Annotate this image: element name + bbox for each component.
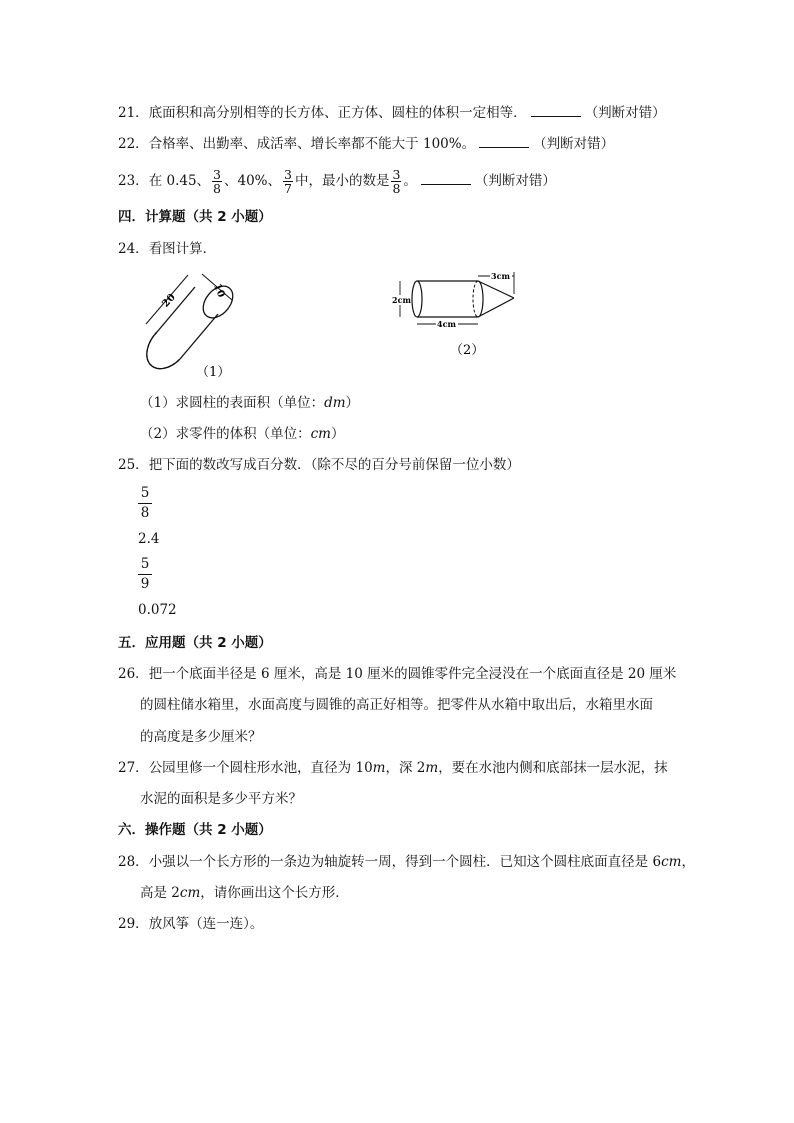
- question-number: 24．: [118, 241, 149, 257]
- fraction-denominator: 9: [140, 576, 150, 592]
- fraction-numerator: 5: [138, 484, 152, 504]
- question-29: [118, 914, 263, 934]
- decimal-item: 2.4: [138, 531, 160, 547]
- fraction: [391, 168, 401, 195]
- unit: cm: [179, 885, 201, 901]
- question-text: 中，最小的数是: [294, 173, 390, 189]
- answer-blank[interactable]: [479, 133, 529, 148]
- figure-label-length: 20: [160, 291, 178, 310]
- question-text: ）: [345, 395, 360, 411]
- fraction-denominator: 8: [392, 181, 401, 196]
- fraction-denominator: 8: [213, 181, 221, 196]
- fraction-numerator: 3: [213, 167, 221, 182]
- section-heading: 六．操作题（共 2 小题）: [118, 822, 272, 838]
- question-text: 小强以一个长方形的一条边为轴旋转一周，得到一个圆柱．已知这个圆柱底面直径是 6: [148, 854, 662, 870]
- question-24-part-2: [140, 424, 344, 444]
- unit: m: [425, 760, 439, 776]
- question-number: 26．: [118, 666, 149, 682]
- question-text: ，要在水池内侧和底部抹一层水泥，抹: [438, 760, 668, 776]
- question-27-line-2: 水泥的面积是多少平方米？: [140, 791, 302, 807]
- question-number: 23．: [118, 173, 149, 189]
- question-text: 在 0.45、: [148, 173, 211, 189]
- judge-hint: （判断对错）: [584, 105, 666, 121]
- unit: dm: [324, 395, 346, 411]
- question-26-line-2: 的圆柱储水箱里，水面高度与圆锥的高正好相等。把零件从水箱中取出后，水箱里水面: [140, 697, 653, 713]
- question-text: 高是 2: [140, 885, 180, 901]
- question-23: [118, 166, 556, 196]
- question-27: [118, 758, 668, 778]
- question-text: 公园里修一个圆柱形水池，直径为 10: [148, 760, 373, 776]
- fraction: [212, 168, 222, 195]
- question-text: 把下面的数改写成百分数．（除不尽的百分号前保留一位小数）: [148, 457, 520, 473]
- figure-label-cone-height: 3cm: [491, 271, 510, 281]
- fraction-numerator: 3: [284, 167, 292, 182]
- question-number: 25．: [118, 457, 149, 473]
- question-number: 22．: [118, 136, 149, 152]
- question-text: ，: [681, 854, 695, 870]
- question-number: 29．: [118, 916, 149, 932]
- fraction-denominator: 7: [284, 181, 292, 196]
- question-text: （1）求圆柱的表面积（单位：: [140, 395, 325, 411]
- question-text: （2）求零件的体积（单位：: [140, 426, 311, 442]
- figure-label-diameter: 10: [211, 282, 227, 300]
- fraction-item: [138, 484, 152, 523]
- unit: cm: [661, 854, 682, 870]
- question-text: 放风筝（连一连）。: [148, 916, 264, 932]
- section-heading: 五．应用题（共 2 小题）: [118, 635, 272, 651]
- figure-label-diameter: 2cm: [392, 295, 411, 305]
- figure-caption: （2）: [450, 343, 485, 358]
- question-24: [118, 239, 216, 259]
- question-text: ）: [330, 426, 345, 442]
- question-number: 27．: [118, 760, 149, 776]
- answer-blank[interactable]: [531, 102, 581, 117]
- question-text: 看图计算．: [148, 241, 217, 257]
- fraction-numerator: 3: [392, 167, 401, 182]
- judge-hint: （判断对错）: [474, 173, 556, 189]
- question-22: [118, 133, 614, 154]
- figure-label-cylinder-length: 4cm: [437, 319, 456, 329]
- question-number: 21．: [118, 105, 149, 121]
- figure-caption: （1）: [196, 365, 231, 380]
- fraction-item: [138, 555, 152, 594]
- question-text: 、40%、: [224, 173, 282, 189]
- question-text: 底面积和高分别相等的长方体、正方体、圆柱的体积一定相等．: [148, 105, 527, 121]
- question-text: 合格率、出勤率、成活率、增长率都不能大于 100%。: [148, 136, 476, 152]
- question-24-part-1: [140, 393, 359, 413]
- fraction: [283, 168, 293, 195]
- cylinder-figure: [136, 272, 256, 384]
- question-28-line-2: [140, 883, 349, 903]
- question-26-line-3: 的高度是多少厘米？: [140, 729, 262, 745]
- part-figure: [390, 268, 524, 378]
- fraction-denominator: 8: [140, 505, 150, 521]
- question-number: 28．: [118, 854, 149, 870]
- judge-hint: （判断对错）: [533, 136, 615, 152]
- question-21: [118, 102, 666, 123]
- question-text: ，请你画出这个长方形．: [200, 885, 349, 901]
- question-28: [118, 852, 695, 872]
- question-text: 把一个底面半径是 6 厘米，高是 10 厘米的圆锥零件完全浸没在一个底面直径是 20 厘米: [148, 666, 677, 682]
- question-26: [118, 664, 676, 684]
- decimal-item: 0.072: [138, 602, 177, 618]
- answer-blank[interactable]: [421, 170, 471, 185]
- unit: m: [372, 760, 386, 776]
- fraction-numerator: 5: [138, 555, 152, 575]
- unit: cm: [310, 426, 331, 442]
- question-25: [118, 455, 520, 475]
- question-text: 。: [403, 173, 417, 189]
- section-heading: 四．计算题（共 2 小题）: [118, 209, 272, 225]
- question-text: ，深 2: [385, 760, 426, 776]
